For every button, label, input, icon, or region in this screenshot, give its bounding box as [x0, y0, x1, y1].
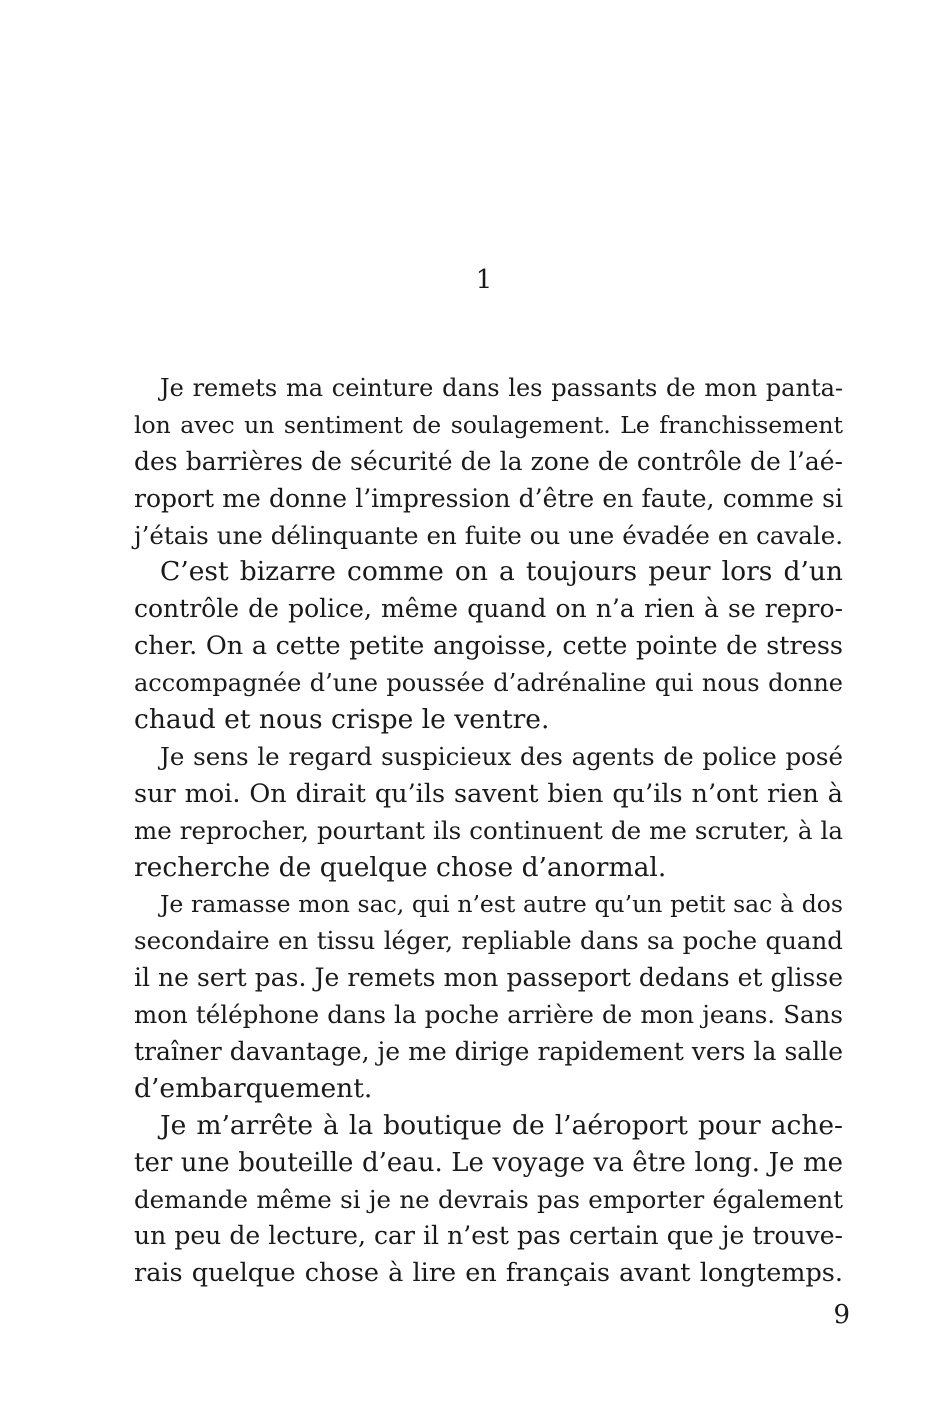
paragraph-3 — [134, 739, 843, 887]
text-line: des barrières de sécurité de la zone de contrôle de l’aé- — [134, 446, 843, 476]
text-line: cher. On a cette petite angoisse, cette pointe de stress — [134, 631, 843, 662]
text-line: traîner davantage, je me dirige rapidement vers la salle — [134, 1037, 843, 1067]
text-line: me reprocher, pourtant ils continuent de me scruter, à la — [134, 815, 843, 845]
text-line: mon téléphone dans la poche arrière de mon jeans. Sans — [134, 1000, 843, 1030]
text-line: demande même si je ne devrais pas emporter également — [134, 1184, 843, 1214]
body-text — [134, 370, 843, 1292]
text-line: Je ramasse mon sac, qui n’est autre qu’un petit sac à dos — [160, 890, 843, 919]
chapter-number: 1 — [475, 265, 493, 295]
text-line: Je m’arrête à la boutique de l’aéroport pour ache- — [160, 1109, 843, 1141]
text-line: roport me donne l’impression d’être en faute, comme si — [134, 483, 843, 513]
text-line: il ne sert pas. Je remets mon passeport dedans et glisse — [134, 963, 843, 993]
text-line: Je remets ma ceinture dans les passants de mon panta- — [160, 374, 843, 402]
text-line: un peu de lecture, car il n’est pas certain que je trouve- — [134, 1221, 843, 1251]
paragraph-1 — [134, 370, 843, 554]
text-line: d’embarquement. — [134, 1072, 373, 1104]
text-line: chaud et nous crispe le ventre. — [134, 704, 550, 736]
text-line: sur moi. On dirait qu’ils savent bien qu’ils n’ont rien à — [134, 778, 843, 809]
text-line: recherche de quelque chose d’anormal. — [134, 851, 667, 883]
text-line: contrôle de police, même quand on n’a rien à se repro- — [134, 594, 843, 624]
paragraph-5 — [134, 1108, 843, 1292]
text-line: Je sens le regard suspicieux des agents de police posé — [160, 741, 843, 771]
text-line: C’est bizarre comme on a toujours peur lors d’un — [160, 556, 843, 588]
text-line: ter une bouteille d’eau. Le voyage va être long. Je me — [134, 1147, 843, 1178]
paragraph-4 — [134, 886, 843, 1107]
text-line: secondaire en tissu léger, repliable dans sa poche quand — [134, 926, 843, 956]
text-line: rais quelque chose à lire en français avant longtemps. — [134, 1258, 843, 1289]
page-number: 9 — [833, 1300, 850, 1330]
text-line: accompagnée d’une poussée d’adrénaline qui nous donne — [134, 669, 843, 698]
paragraph-2 — [134, 554, 843, 738]
text-line: lon avec un sentiment de soulagement. Le franchissement — [134, 410, 843, 439]
text-line: j’étais une délinquante en fuite ou une évadée en cavale. — [134, 520, 843, 550]
